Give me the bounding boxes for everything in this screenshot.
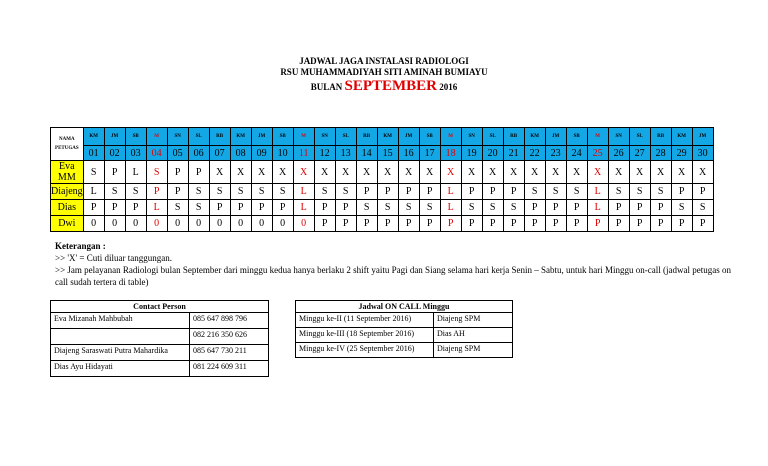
shift-cell: S	[104, 184, 125, 200]
shift-cell: S	[545, 184, 566, 200]
shift-cell: X	[440, 161, 461, 184]
shift-cell: P	[104, 200, 125, 216]
contact-name: Diajeng Saraswati Putra Mahardika	[51, 345, 190, 361]
shift-cell: S	[125, 184, 146, 200]
day-header: JM	[545, 128, 566, 146]
shift-cell: X	[251, 161, 272, 184]
shift-cell: P	[146, 184, 167, 200]
shift-cell: S	[608, 184, 629, 200]
contact-phone: 085 647 730 211	[190, 345, 269, 361]
contact-name	[51, 329, 190, 345]
day-header: RB	[503, 128, 524, 146]
day-header: SN	[608, 128, 629, 146]
shift-cell: P	[650, 200, 671, 216]
notes-heading: Keterangan :	[55, 241, 106, 251]
day-header: SN	[461, 128, 482, 146]
shift-cell: P	[125, 200, 146, 216]
shift-cell: 0	[209, 216, 230, 232]
staff-row	[51, 216, 714, 232]
shift-cell: P	[251, 200, 272, 216]
shift-cell: P	[671, 184, 692, 200]
shift-cell: P	[377, 216, 398, 232]
staff-row	[51, 161, 714, 184]
oncall-date: Minggu ke-II (11 September 2016)	[296, 313, 434, 328]
shift-cell: S	[83, 161, 104, 184]
shift-cell: X	[377, 161, 398, 184]
shift-cell: P	[167, 161, 188, 184]
date-header: 01	[83, 146, 104, 161]
staff-row	[51, 184, 714, 200]
shift-cell: S	[188, 200, 209, 216]
shift-cell: P	[335, 200, 356, 216]
day-header: SL	[629, 128, 650, 146]
day-header: SN	[167, 128, 188, 146]
shift-cell: 0	[167, 216, 188, 232]
shift-cell: S	[524, 184, 545, 200]
date-header: 23	[545, 146, 566, 161]
date-header: 10	[272, 146, 293, 161]
shift-cell: L	[83, 184, 104, 200]
shift-cell: L	[146, 200, 167, 216]
day-header: KM	[230, 128, 251, 146]
date-header: 25	[587, 146, 608, 161]
day-header: KM	[671, 128, 692, 146]
shift-cell: S	[314, 184, 335, 200]
shift-cell: P	[482, 184, 503, 200]
shift-cell: S	[629, 184, 650, 200]
staff-name: Dias	[51, 200, 84, 216]
shift-cell: X	[587, 161, 608, 184]
day-header: JM	[398, 128, 419, 146]
shift-cell: S	[356, 200, 377, 216]
shift-cell: P	[482, 216, 503, 232]
shift-cell: X	[566, 161, 587, 184]
notes-line-1: >> 'X' = Cuti diluar tanggungan.	[55, 253, 172, 263]
date-header: 21	[503, 146, 524, 161]
contact-title: Contact Person	[51, 301, 269, 313]
day-header: JM	[251, 128, 272, 146]
shift-cell: P	[167, 184, 188, 200]
shift-cell: P	[566, 216, 587, 232]
shift-cell: X	[314, 161, 335, 184]
shift-cell: S	[335, 184, 356, 200]
shift-cell: X	[503, 161, 524, 184]
shift-cell: S	[419, 200, 440, 216]
name-column-header	[51, 128, 84, 161]
shift-cell: 0	[146, 216, 167, 232]
oncall-title: Jadwal ON CALL Minggu	[296, 301, 513, 313]
shift-cell: P	[83, 200, 104, 216]
shift-cell: P	[335, 216, 356, 232]
title-year: 2016	[439, 82, 458, 92]
shift-cell: S	[209, 184, 230, 200]
staff-row	[51, 200, 714, 216]
shift-cell: S	[692, 200, 713, 216]
shift-cell: P	[503, 184, 524, 200]
day-header: SL	[482, 128, 503, 146]
date-header: 04	[146, 146, 167, 161]
shift-cell: L	[440, 184, 461, 200]
shift-cell: S	[188, 184, 209, 200]
shift-cell: P	[608, 216, 629, 232]
shift-cell: X	[419, 161, 440, 184]
shift-cell: X	[335, 161, 356, 184]
date-header: 16	[398, 146, 419, 161]
shift-cell: 0	[104, 216, 125, 232]
shift-cell: L	[293, 200, 314, 216]
date-header: 27	[629, 146, 650, 161]
oncall-date: Minggu ke-III (18 September 2016)	[296, 328, 434, 343]
contact-phone: 081 224 609 311	[190, 361, 269, 377]
shift-cell: P	[608, 200, 629, 216]
shift-cell: X	[650, 161, 671, 184]
shift-cell: P	[104, 161, 125, 184]
shift-cell: P	[398, 216, 419, 232]
date-header: 08	[230, 146, 251, 161]
date-header: 17	[419, 146, 440, 161]
shift-cell: X	[209, 161, 230, 184]
day-header: M	[146, 128, 167, 146]
day-header: SB	[566, 128, 587, 146]
shift-cell: 0	[230, 216, 251, 232]
shift-cell: P	[692, 184, 713, 200]
day-header: M	[293, 128, 314, 146]
shift-cell: X	[608, 161, 629, 184]
date-header: 02	[104, 146, 125, 161]
shift-cell: S	[146, 161, 167, 184]
shift-cell: S	[167, 200, 188, 216]
staff-name: Eva MM	[51, 161, 84, 184]
oncall-name: Diajeng SPM	[434, 313, 513, 328]
shift-cell: P	[230, 200, 251, 216]
title-line-1: JADWAL JAGA INSTALASI RADIOLOGI	[299, 56, 469, 66]
shift-cell: X	[398, 161, 419, 184]
shift-cell: S	[650, 184, 671, 200]
shift-cell: P	[314, 200, 335, 216]
shift-cell: X	[629, 161, 650, 184]
notes-line-2: >> Jam pelayanan Radiologi bulan September dari minggu kedua hanya berlaku 2 shift yaitu Pagi dan Siang selama hari kerja Senin – Sabtu, untuk hari Minggu on-call (jadwal petugas on call sudah tertera di table)	[55, 265, 731, 287]
day-header: M	[587, 128, 608, 146]
shift-cell: P	[503, 216, 524, 232]
title-month: SEPTEMBER	[344, 78, 438, 94]
shift-cell: L	[587, 200, 608, 216]
shift-cell: S	[461, 200, 482, 216]
shift-cell: S	[671, 200, 692, 216]
title-line-2: RSU MUHAMMADIYAH SITI AMINAH BUMIAYU	[280, 67, 488, 77]
date-header: 30	[692, 146, 713, 161]
oncall-name: Diajeng SPM	[434, 343, 513, 358]
shift-cell: X	[272, 161, 293, 184]
date-header: 09	[251, 146, 272, 161]
date-header: 18	[440, 146, 461, 161]
shift-cell: P	[398, 184, 419, 200]
day-header: SL	[188, 128, 209, 146]
shift-cell: P	[671, 216, 692, 232]
shift-cell: P	[272, 200, 293, 216]
date-header: 12	[314, 146, 335, 161]
oncall-name: Dias AH	[434, 328, 513, 343]
day-header: SB	[419, 128, 440, 146]
shift-cell: P	[356, 184, 377, 200]
shift-cell: 0	[272, 216, 293, 232]
date-header: 20	[482, 146, 503, 161]
oncall-date: Minggu ke-IV (25 September 2016)	[296, 343, 434, 358]
day-header: RB	[356, 128, 377, 146]
shift-cell: P	[461, 184, 482, 200]
shift-cell: P	[545, 216, 566, 232]
day-header: KM	[524, 128, 545, 146]
day-header: KM	[377, 128, 398, 146]
shift-cell: P	[356, 216, 377, 232]
shift-cell: X	[230, 161, 251, 184]
day-header: SB	[272, 128, 293, 146]
shift-cell: P	[566, 200, 587, 216]
shift-cell: P	[629, 200, 650, 216]
shift-cell: S	[230, 184, 251, 200]
shift-cell: P	[650, 216, 671, 232]
date-header: 13	[335, 146, 356, 161]
day-header: JM	[104, 128, 125, 146]
shift-cell: P	[545, 200, 566, 216]
name-header-line: NAMA	[59, 137, 75, 142]
shift-cell: P	[461, 216, 482, 232]
day-header: SN	[314, 128, 335, 146]
shift-cell: X	[524, 161, 545, 184]
shift-cell: P	[692, 216, 713, 232]
shift-cell: X	[293, 161, 314, 184]
shift-cell: X	[692, 161, 713, 184]
day-header: JM	[692, 128, 713, 146]
shift-cell: S	[566, 184, 587, 200]
staff-name: Diajeng	[51, 184, 84, 200]
date-header: 19	[461, 146, 482, 161]
shift-cell: X	[545, 161, 566, 184]
date-header: 28	[650, 146, 671, 161]
shift-cell: 0	[125, 216, 146, 232]
title-bulan: BULAN	[310, 82, 343, 92]
shift-cell: S	[398, 200, 419, 216]
date-header: 14	[356, 146, 377, 161]
shift-cell: P	[314, 216, 335, 232]
shift-cell: P	[440, 216, 461, 232]
date-header: 22	[524, 146, 545, 161]
shift-cell: P	[419, 184, 440, 200]
shift-cell: 0	[83, 216, 104, 232]
shift-cell: X	[356, 161, 377, 184]
date-header: 15	[377, 146, 398, 161]
day-header: KM	[83, 128, 104, 146]
contact-name: Dias Ayu Hidayati	[51, 361, 190, 377]
shift-cell: X	[482, 161, 503, 184]
day-header: SB	[125, 128, 146, 146]
shift-cell: L	[293, 184, 314, 200]
schedule-table	[50, 127, 714, 232]
shift-cell: S	[251, 184, 272, 200]
shift-cell: P	[419, 216, 440, 232]
shift-cell: P	[524, 200, 545, 216]
shift-cell: S	[503, 200, 524, 216]
shift-cell: 0	[188, 216, 209, 232]
shift-cell: P	[629, 216, 650, 232]
date-header: 05	[167, 146, 188, 161]
contact-person-table	[50, 300, 269, 377]
contact-phone: 085 647 898 796	[190, 313, 269, 329]
date-header: 24	[566, 146, 587, 161]
shift-cell: P	[209, 200, 230, 216]
shift-cell: L	[587, 184, 608, 200]
name-header-line: PETUGAS	[55, 146, 79, 151]
day-header: RB	[650, 128, 671, 146]
day-header: RB	[209, 128, 230, 146]
shift-cell: L	[440, 200, 461, 216]
contact-name: Eva Mizanah Mahbubah	[51, 313, 190, 329]
oncall-table	[295, 300, 513, 358]
shift-cell: P	[188, 161, 209, 184]
date-header: 26	[608, 146, 629, 161]
shift-cell: P	[587, 216, 608, 232]
date-header: 06	[188, 146, 209, 161]
shift-cell: L	[125, 161, 146, 184]
date-header: 29	[671, 146, 692, 161]
shift-cell: P	[377, 184, 398, 200]
shift-cell: S	[482, 200, 503, 216]
shift-cell: X	[671, 161, 692, 184]
date-header: 07	[209, 146, 230, 161]
date-header: 03	[125, 146, 146, 161]
day-header: M	[440, 128, 461, 146]
shift-cell: X	[461, 161, 482, 184]
date-header: 11	[293, 146, 314, 161]
day-header: SL	[335, 128, 356, 146]
staff-name: Dwi	[51, 216, 84, 232]
title-line-3	[0, 78, 768, 95]
shift-cell: S	[272, 184, 293, 200]
shift-cell: 0	[293, 216, 314, 232]
shift-cell: P	[524, 216, 545, 232]
contact-phone: 082 216 350 626	[190, 329, 269, 345]
shift-cell: 0	[251, 216, 272, 232]
shift-cell: S	[377, 200, 398, 216]
